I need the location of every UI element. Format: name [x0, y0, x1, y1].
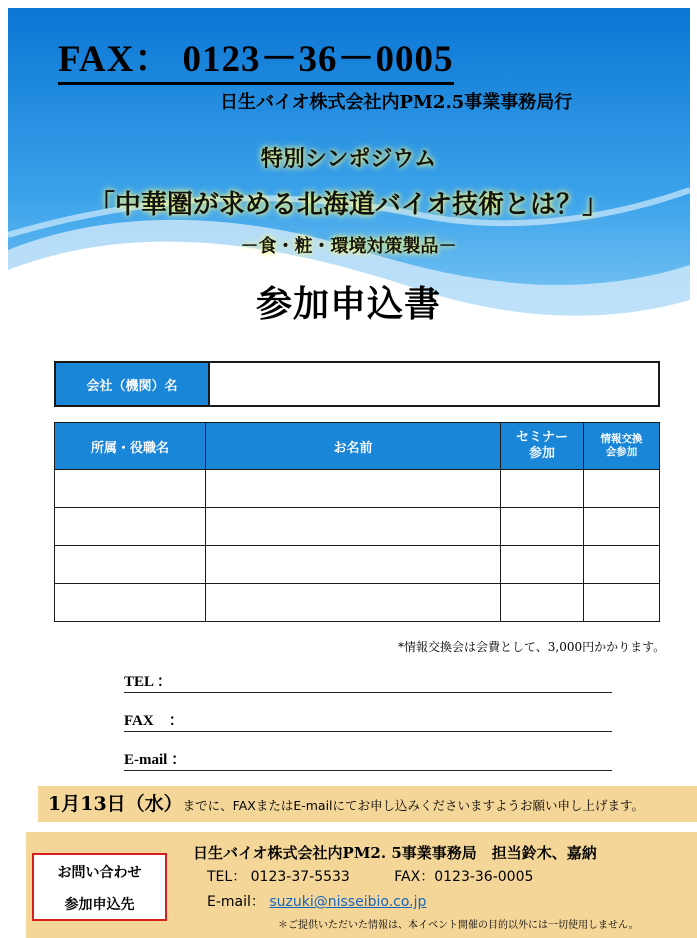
contact-tel: TEL： 0123-37-5533 [207, 869, 350, 885]
inquiry-label: お問い合わせ [57, 865, 142, 881]
table-row [55, 508, 660, 546]
affiliation-cell[interactable] [55, 508, 206, 546]
email-field[interactable] [124, 748, 612, 771]
name-cell[interactable] [206, 508, 501, 546]
table-row [55, 584, 660, 622]
symposium-subtitle: －食・粧・環境対策製品－ [240, 236, 457, 257]
fax-number-title: FAX： 0123－36－0005 [58, 38, 454, 85]
privacy-note: ＊ご提供いただいた情報は、本イベント開催の目的以外には一切使用しません。 [278, 920, 639, 931]
contact-fax: FAX：0123-36-0005 [394, 869, 534, 885]
seminar-cell[interactable] [501, 508, 584, 546]
header-name: お名前 [206, 423, 501, 470]
header-seminar: セミナー 参加 [501, 423, 584, 470]
name-cell[interactable] [206, 584, 501, 622]
deadline-date: 1月13日（水） [48, 793, 183, 815]
fax-label: FAX ： [124, 713, 184, 729]
tel-label: TEL ： [124, 674, 172, 690]
exchange-cell[interactable] [584, 508, 660, 546]
table-row [55, 470, 660, 508]
exchange-cell[interactable] [584, 470, 660, 508]
name-cell[interactable] [206, 470, 501, 508]
name-cell[interactable] [206, 546, 501, 584]
header-exchange: 情報交換 会参加 [584, 423, 660, 470]
company-label: 会社（機関）名 [55, 362, 209, 406]
symposium-title: 「中華圏が求める北海道バイオ技術とは？」 [88, 190, 609, 220]
contact-email-label: E-mail： [207, 894, 265, 910]
email-label: E-mail ： [124, 752, 187, 768]
company-input[interactable] [209, 362, 659, 406]
affiliation-cell[interactable] [55, 584, 206, 622]
symposium-label: 特別シンポジウム [260, 146, 437, 172]
tel-field[interactable] [124, 670, 612, 693]
deadline-bar [38, 786, 697, 822]
fee-note: *情報交換会は会費として、3,000円かかります。 [398, 640, 666, 654]
destination-text: 日生バイオ株式会社内PM2.5事業事務局行 [220, 92, 573, 113]
email-line [193, 891, 426, 911]
header-affiliation: 所属・役職名 [55, 423, 206, 470]
affiliation-cell[interactable] [55, 470, 206, 508]
email-link[interactable]: suzuki@nisseibio.co.jp [269, 894, 427, 910]
company-table [54, 361, 660, 407]
fax-field[interactable] [124, 709, 612, 732]
exchange-cell[interactable] [584, 584, 660, 622]
seminar-cell[interactable] [501, 470, 584, 508]
phone-line [193, 866, 533, 886]
attendee-table [54, 422, 660, 622]
form-title: 参加申込書 [255, 283, 441, 325]
deadline-text: までに、FAXまたはE-mailにてお申し込みくださいますようお願い申し上げます。 [182, 798, 645, 813]
office-name: 日生バイオ株式会社内PM2. 5事業事務局 担当鈴木、嘉納 [193, 844, 597, 862]
inquiry-box [32, 853, 167, 921]
seminar-cell[interactable] [501, 546, 584, 584]
table-row [55, 546, 660, 584]
seminar-cell[interactable] [501, 584, 584, 622]
exchange-cell[interactable] [584, 546, 660, 584]
application-label: 参加申込先 [64, 897, 135, 913]
affiliation-cell[interactable] [55, 546, 206, 584]
